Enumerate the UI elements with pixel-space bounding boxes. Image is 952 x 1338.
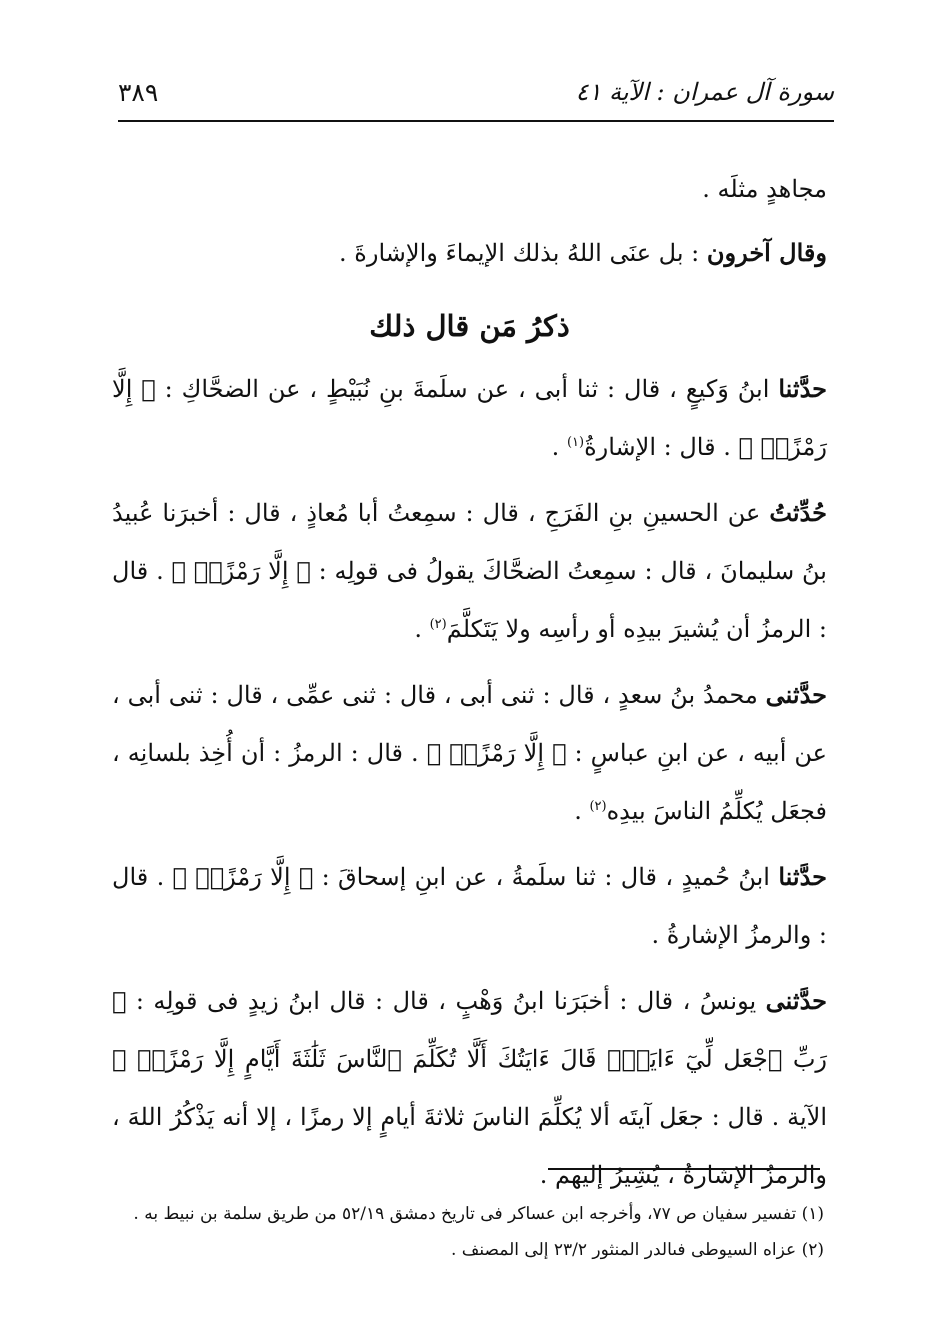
paragraph-end: . — [551, 433, 567, 461]
paragraph — [112, 360, 827, 476]
running-header — [118, 72, 834, 116]
footnotes — [108, 1196, 824, 1268]
paragraph-lead: حدَّثنا — [778, 862, 827, 891]
header-title: سورة آل عمران : الآية ٤١ — [575, 78, 834, 106]
paragraph — [112, 848, 827, 964]
footnote-1: (١) تفسير سفيان ص ٧٧، وأخرجه ابن عساكر فى تاريخ دمشق ٥٢/١٩ من طريق سلمة بن نبيط به . — [133, 1204, 824, 1224]
paragraph-end: . — [574, 797, 590, 825]
paragraph-text: عن الحسينِ بنِ الفَرَجِ ، قال : سمِعتُ أبا مُعاذٍ ، قال : أخبرَنا عُبيدُ بنُ سليمانَ ، قال : سمِعتُ الضحَّاكَ يقولُ فى قولِه : ﴿ إِلَّا رَمْزًاۗ ﴾ . قال : الرمزُ أن يُشيرَ بيدِه أو رأسِه ولا يَتَكلَّمَ — [112, 499, 827, 643]
paragraph — [112, 224, 827, 282]
footnote-marker: (٢) — [429, 617, 447, 632]
paragraph-lead: حدَّثنى — [765, 680, 828, 709]
footnote-marker: (١) — [566, 435, 585, 450]
paragraph-lead: وقال آخرون — [706, 238, 827, 267]
paragraph — [112, 484, 827, 658]
section-heading: ذكرُ مَن قال ذلك — [369, 309, 570, 343]
main-text — [112, 160, 827, 1204]
paragraph-lead: حدَّثنا — [778, 374, 827, 403]
paragraph-continuation — [112, 160, 827, 218]
paragraph-lead: حدَّثنى — [765, 986, 827, 1015]
paragraph-text: مجاهدٍ مثلَه . — [702, 175, 827, 203]
paragraph-lead: حُدِّثتُ — [769, 498, 827, 527]
footnote-2: (٢) عزاه السيوطى فىالدر المنثور ٢٣/٢ إلى المصنف . — [450, 1240, 824, 1260]
paragraph-text: محمدُ بنُ سعدٍ ، قال : ثنى أبى ، قال : ثنى عمِّى ، قال : ثنى أبى ، عن أبيه ، عن ابنِ عباسٍ : ﴿ إِلَّا رَمْزًاۗ ﴾ . قال : الرمزُ : أن أُخِذ بلسانِه ، فجعَل يُكلِّمُ الناسَ بيدِه — [112, 681, 827, 825]
paragraph-text: يونسُ ، قال : أخبَرَنا ابنُ وَهْبٍ ، قال : قال ابنُ زيدٍ فى قولِه : ﴿ رَبِّ ٱجْعَل لِّيٓ ءَايَةًۖ قَالَ ءَايَتُكَ أَلَّا تُكَلِّمَ ٱلنَّاسَ ثَلَٰثَةَ أَيَّامٍ إِلَّا رَمْزًاۗ ﴾ الآية . قال : جعَل آيتَه ألا يُكلِّمَ الناسَ ثلاثةَ أيامٍ إلا رمزًا ، إلا أنه يَذْكُرُ اللهَ ، والرمزُ الإشارةُ ، يُشِيرُ إليهم . — [112, 987, 828, 1189]
footnote-divider — [548, 1168, 820, 1170]
paragraph-text: : بل عنَى اللهُ بذلك الإيماءَ والإشارةَ . — [339, 239, 707, 267]
footnote-marker: (٢) — [589, 799, 607, 814]
page-number: ٣٨٩ — [118, 78, 159, 107]
paragraph-end: . — [414, 615, 430, 643]
header-divider — [118, 120, 834, 122]
paragraph-text: ابنُ وَكيعٍ ، قال : ثنا أبى ، عن سلَمةَ بنِ نُبَيْطٍ ، عن الضحَّاكِ : ﴿ إِلَّا رَمْزًاۗ ﴾ . قال : الإشارةُ — [112, 375, 827, 461]
paragraph-text: ابنُ حُميدٍ ، قال : ثنا سلَمةُ ، عن ابنِ إسحاقَ : ﴿ إِلَّا رَمْزًاۗ ﴾ . قال : والرمزُ الإشارةُ . — [112, 863, 827, 949]
paragraph — [112, 666, 827, 840]
